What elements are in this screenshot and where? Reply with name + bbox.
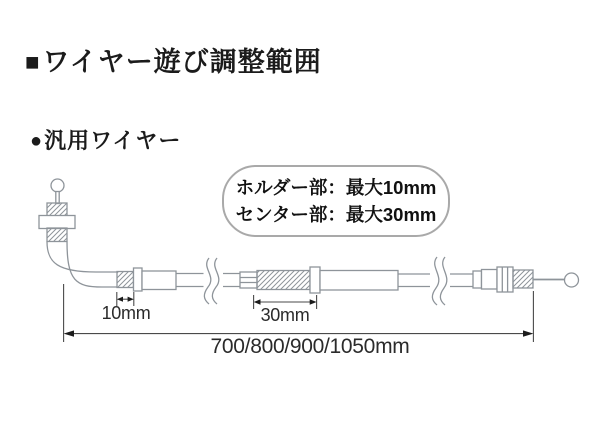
spec-line-holder: ホルダー部：最大10mm xyxy=(235,177,437,198)
holder-flange xyxy=(134,268,143,291)
end-body xyxy=(482,270,498,290)
arrowhead-left-icon xyxy=(254,299,261,304)
cable-break-symbol-left xyxy=(204,258,218,304)
arrowhead-left-icon xyxy=(117,297,123,302)
left-hex-nut xyxy=(39,216,75,229)
arrowhead-right-icon xyxy=(523,330,533,336)
left-ball-end-icon xyxy=(51,179,64,192)
dim-label-holder-play: 10mm xyxy=(101,303,151,323)
arrowhead-right-icon xyxy=(128,297,134,302)
arrowhead-right-icon xyxy=(310,299,317,304)
cable-break-symbol-right xyxy=(432,257,446,305)
arrowhead-left-icon xyxy=(64,330,74,336)
cable-segment xyxy=(176,274,204,287)
section-label-text: 汎用ワイヤー xyxy=(44,128,182,153)
dim-label-center-play: 30mm xyxy=(260,305,310,325)
circle-bullet-icon: ● xyxy=(30,130,44,152)
right-end-fitting xyxy=(450,267,579,292)
thread-lead-in xyxy=(240,272,257,288)
left-ball-stem xyxy=(56,192,59,204)
square-bullet-icon: ■ xyxy=(25,49,41,76)
left-ball-end-assembly xyxy=(39,179,102,287)
center-flange xyxy=(310,267,320,293)
spec-line-center: センター部：最大30mm xyxy=(235,204,437,225)
end-thread xyxy=(513,270,533,288)
center-adjuster-section xyxy=(223,267,430,293)
page-title-text: ワイヤー遊び調整範囲 xyxy=(42,47,322,77)
cable-segment xyxy=(398,274,430,287)
elbow-outer-curve xyxy=(47,242,96,273)
cable-segment xyxy=(96,272,117,287)
elbow-inner-curve xyxy=(67,242,102,288)
center-thread-30mm xyxy=(257,271,310,290)
center-adjuster-body xyxy=(320,271,398,291)
holder-body xyxy=(142,271,176,290)
cable-holder-section xyxy=(96,268,204,291)
left-lower-thread xyxy=(47,228,67,242)
cable-segment xyxy=(223,274,240,287)
end-step xyxy=(473,271,482,288)
right-ball-end-icon xyxy=(565,273,579,287)
left-upper-thread xyxy=(47,203,67,216)
cable-segment xyxy=(450,274,473,287)
holder-thread-10mm xyxy=(117,272,134,288)
end-collar xyxy=(497,267,513,292)
dim-label-total-length: 700/800/900/1050mm xyxy=(210,335,410,358)
